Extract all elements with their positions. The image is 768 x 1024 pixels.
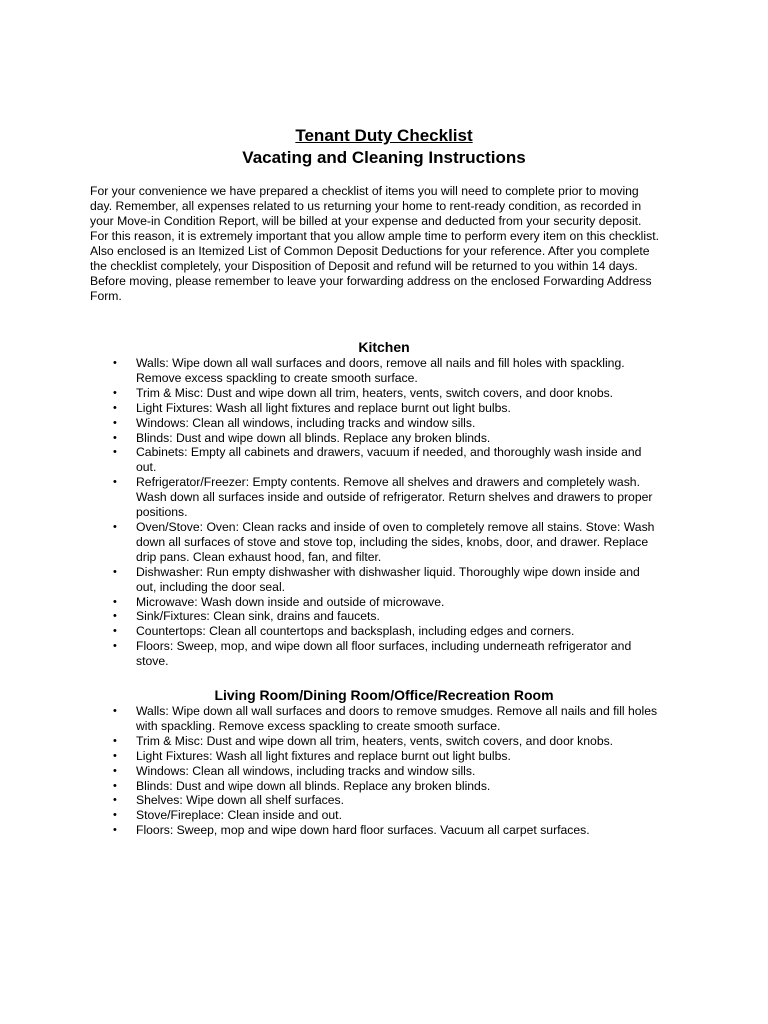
checklist-item-text: Floors: Sweep, mop, and wipe down all floor surfaces, including underneath refrigerator and xyxy=(136,639,632,654)
intro-line: day. Remember, all expenses related to us returning your home to rent-ready condition, as recorded in xyxy=(90,199,642,213)
checklist-item-text: Remove excess spackling to create smooth surface. xyxy=(136,370,418,385)
bullet-icon: • xyxy=(113,734,117,747)
checklist-item-text: Cabinets: Empty all cabinets and drawers, vacuum if needed, and thoroughly wash inside and xyxy=(136,445,642,460)
bullet-icon: • xyxy=(113,809,117,822)
section-heading-living-room: Living Room/Dining Room/Office/Recreation Room xyxy=(214,687,554,703)
checklist-item-text: Blinds: Dust and wipe down all blinds. Replace any broken blinds. xyxy=(136,778,491,793)
checklist-item xyxy=(0,416,690,431)
checklist-item-text: Stove/Fireplace: Clean inside and out. xyxy=(136,808,342,823)
checklist-item-text: Countertops: Clean all countertops and backsplash, including edges and corners. xyxy=(136,624,575,639)
checklist-item xyxy=(0,609,690,624)
intro-line: Before moving, please remember to leave your forwarding address on the enclosed Forwarding Address xyxy=(90,274,652,288)
checklist-item xyxy=(0,793,690,808)
page-subtitle: Vacating and Cleaning Instructions xyxy=(242,148,526,167)
bullet-icon: • xyxy=(113,357,117,369)
bullet-icon: • xyxy=(113,476,117,489)
checklist-item-text: stove. xyxy=(136,654,169,669)
intro-line: Also enclosed is an Itemized List of Common Deposit Deductions for your reference. After you complete xyxy=(90,244,650,258)
checklist-item-text: Trim & Misc: Dust and wipe down all trim, heaters, vents, switch covers, and door knobs. xyxy=(136,733,614,748)
checklist-item xyxy=(0,764,690,779)
checklist-item xyxy=(0,386,690,401)
kitchen-checklist xyxy=(0,356,690,669)
checklist-item-text: Trim & Misc: Dust and wipe down all trim, heaters, vents, switch covers, and door knobs. xyxy=(136,385,614,400)
checklist-item xyxy=(0,749,690,764)
bullet-icon: • xyxy=(113,824,117,837)
checklist-item-text: drip pans. Clean exhaust hood, fan, and filter. xyxy=(136,549,382,564)
bullet-icon: • xyxy=(113,779,117,792)
intro-line: For your convenience we have prepared a checklist of items you will need to complete prior to moving xyxy=(90,184,639,198)
bullet-icon: • xyxy=(113,431,117,444)
checklist-item xyxy=(0,356,690,386)
bullet-icon: • xyxy=(113,401,117,414)
intro-line: Form. xyxy=(90,289,122,303)
checklist-item xyxy=(0,520,690,565)
checklist-item-text: Light Fixtures: Wash all light fixtures and replace burnt out light bulbs. xyxy=(136,400,511,415)
checklist-item-text: Sink/Fixtures: Clean sink, drains and faucets. xyxy=(136,609,380,624)
bullet-icon: • xyxy=(113,446,117,459)
intro-paragraph xyxy=(90,184,690,304)
checklist-item-text: Light Fixtures: Wash all light fixtures and replace burnt out light bulbs. xyxy=(136,748,511,763)
living-room-checklist xyxy=(0,704,690,838)
checklist-item xyxy=(0,808,690,823)
checklist-item-text: with spackling. Remove excess spackling to create smooth surface. xyxy=(136,718,501,733)
checklist-item-text: out, including the door seal. xyxy=(136,579,286,594)
intro-line: the checklist completely, your Disposition of Deposit and refund will be returned to you within 14 days. xyxy=(90,259,638,273)
bullet-icon: • xyxy=(113,640,117,653)
checklist-item-text: Dishwasher: Run empty dishwasher with dishwasher liquid. Thoroughly wipe down inside and xyxy=(136,564,640,579)
checklist-item-text: positions. xyxy=(136,505,188,520)
page-title: Tenant Duty Checklist xyxy=(295,126,473,145)
checklist-item-text: Wash down all surfaces inside and outside of refrigerator. Return shelves and drawers to proper xyxy=(136,490,653,505)
checklist-item-text: Floors: Sweep, mop and wipe down hard floor surfaces. Vacuum all carpet surfaces. xyxy=(136,823,590,838)
checklist-item xyxy=(0,823,690,838)
bullet-icon: • xyxy=(113,610,117,623)
bullet-icon: • xyxy=(113,520,117,533)
checklist-item-text: Walls: Wipe down all wall surfaces and doors, remove all nails and fill holes with spackling. xyxy=(136,356,625,370)
checklist-item xyxy=(0,624,690,639)
checklist-item-text: Walls: Wipe down all wall surfaces and doors to remove smudges. Remove all nails and fill holes xyxy=(136,704,658,718)
bullet-icon: • xyxy=(113,794,117,807)
checklist-item xyxy=(0,445,690,475)
checklist-item xyxy=(0,401,690,416)
checklist-item-text: Oven/Stove: Oven: Clean racks and inside of oven to completely remove all stains. Stove: Wash xyxy=(136,519,655,534)
intro-line: For this reason, it is extremely important that you allow ample time to perform every item on this checklist. xyxy=(90,229,659,243)
checklist-item-text: Microwave: Wash down inside and outside of microwave. xyxy=(136,594,445,609)
checklist-item xyxy=(0,639,690,669)
checklist-item-text: Shelves: Wipe down all shelf surfaces. xyxy=(136,793,344,808)
intro-line: your Move-in Condition Report, will be billed at your expense and deducted from your security deposit. xyxy=(90,214,642,228)
bullet-icon: • xyxy=(113,386,117,399)
checklist-item-text: Refrigerator/Freezer: Empty contents. Remove all shelves and drawers and completely wash. xyxy=(136,475,640,490)
checklist-item xyxy=(0,565,690,595)
bullet-icon: • xyxy=(113,749,117,762)
bullet-icon: • xyxy=(113,595,117,608)
checklist-item-text: Windows: Clean all windows, including tracks and window sills. xyxy=(136,763,476,778)
checklist-item-text: down all surfaces of stove and stove top, including the sides, knobs, door, and drawer. Replace xyxy=(136,534,649,549)
section-heading-kitchen: Kitchen xyxy=(358,339,410,355)
bullet-icon: • xyxy=(113,416,117,429)
bullet-icon: • xyxy=(113,705,117,717)
checklist-item xyxy=(0,475,690,520)
checklist-item-text: Blinds: Dust and wipe down all blinds. Replace any broken blinds. xyxy=(136,430,491,445)
checklist-item xyxy=(0,704,690,734)
bullet-icon: • xyxy=(113,764,117,777)
checklist-item xyxy=(0,734,690,749)
checklist-item xyxy=(0,431,690,446)
checklist-item-text: Windows: Clean all windows, including tracks and window sills. xyxy=(136,415,476,430)
bullet-icon: • xyxy=(113,625,117,638)
checklist-item-text: out. xyxy=(136,460,157,475)
checklist-item xyxy=(0,779,690,794)
checklist-item xyxy=(0,595,690,610)
bullet-icon: • xyxy=(113,565,117,578)
